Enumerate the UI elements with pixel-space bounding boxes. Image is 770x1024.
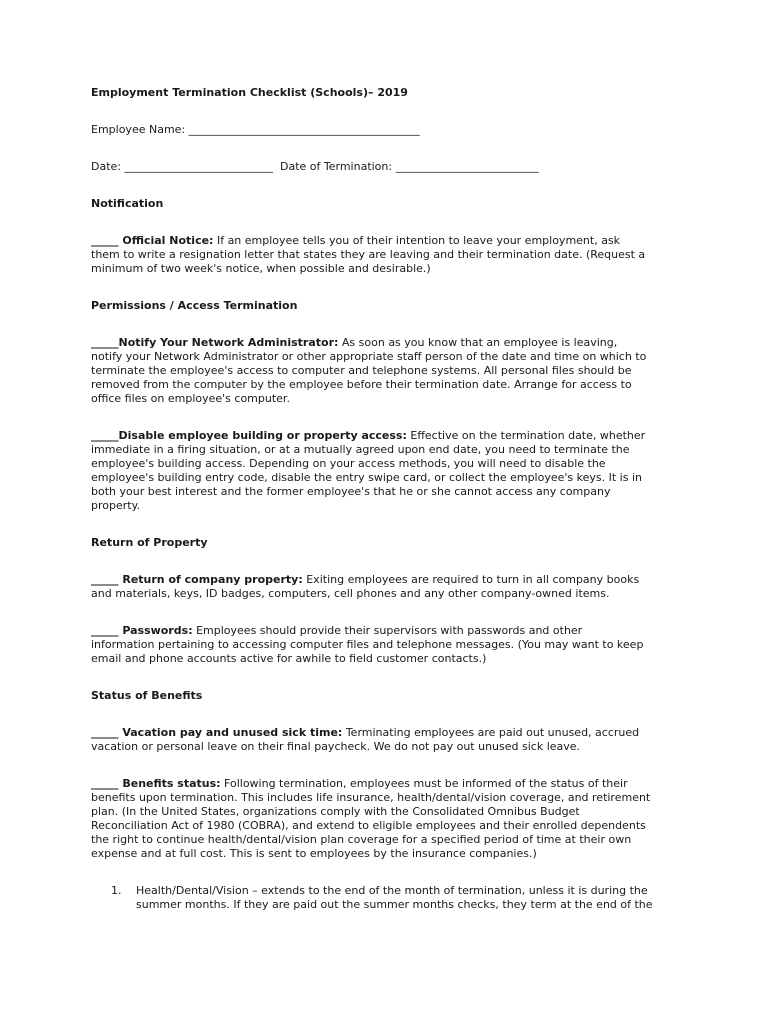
list-item (91, 884, 691, 912)
checklist-item-company-property (91, 573, 691, 601)
item-text-line: minimum of two week's notice, when possible and desirable.) (91, 262, 431, 275)
item-text-line: both your best interest and the former employee's that he or she cannot access any company (91, 485, 611, 498)
termination-date-blank: __________________________ (395, 160, 539, 173)
termination-date-label: Date of Termination: (280, 160, 393, 173)
item-text-line: plan. (In the United States, organizations comply with the Consolidated Omnibus Budget (91, 805, 580, 818)
item-label: Notify Your Network Administrator: (118, 336, 339, 349)
checkbox-blank: _____ (91, 777, 119, 790)
item-text: Employees should provide their supervisors with passwords and other (196, 624, 583, 637)
item-label: Official Notice: (122, 234, 214, 247)
checklist-item-passwords (91, 624, 691, 666)
item-text-line: them to write a resignation letter that states they are leaving and their termination date. (Request a (91, 248, 646, 261)
item-text-line: and materials, keys, ID badges, computers, cell phones and any other company-owned items. (91, 587, 610, 600)
checklist-item-vacation-pay (91, 726, 691, 754)
section-heading-notification: Notification (91, 197, 164, 210)
item-text-line: expense and at full cost. This is sent to employees by the insurance companies.) (91, 847, 537, 860)
date-label: Date: (91, 160, 121, 173)
list-number: 1. (111, 884, 122, 897)
item-text-line: office files on employee's computer. (91, 392, 290, 405)
document-title: Employment Termination Checklist (Schools)– 2019 (91, 86, 408, 99)
item-text-line: immediate in a firing situation, or at a mutually agreed upon end date, you need to terminate the (91, 443, 630, 456)
item-text-line: information pertaining to accessing computer files and telephone messages. (You may want to keep (91, 638, 644, 651)
checklist-item-building-access (91, 429, 691, 513)
section-heading-permissions: Permissions / Access Termination (91, 299, 298, 312)
item-label: Benefits status: (122, 777, 221, 790)
checklist-item-official-notice (91, 234, 691, 276)
item-text-line: the right to continue health/dental/vision plan coverage for a specified period of time at their own (91, 833, 632, 846)
item-text-line: property. (91, 499, 141, 512)
section-heading-benefits: Status of Benefits (91, 689, 203, 702)
item-text-line: terminate the employee's access to computer and telephone systems. All personal files should be (91, 364, 632, 377)
employee-name-label: Employee Name: (91, 123, 186, 136)
checkbox-blank: _____ (91, 234, 119, 247)
document-page (91, 86, 691, 912)
item-text-line: notify your Network Administrator or other appropriate staff person of the date and time on which to (91, 350, 647, 363)
item-label: Disable employee building or property access: (118, 429, 407, 442)
checklist-item-network-admin (91, 336, 691, 406)
checkbox-blank: _____ (91, 726, 119, 739)
employee-name-row (91, 123, 691, 137)
list-item-line: summer months. If they are paid out the summer months checks, they term at the end of the (136, 898, 653, 911)
date-row (91, 160, 691, 174)
item-text-line: employee's building entry code, disable the entry swipe card, or collect the employee's keys. It is in (91, 471, 642, 484)
item-text-line: benefits upon termination. This includes life insurance, health/dental/vision coverage, and retirement (91, 791, 651, 804)
date-blank: ___________________________ (124, 160, 273, 173)
checkbox-blank: _____ (91, 336, 119, 349)
checkbox-blank: _____ (91, 624, 119, 637)
checkbox-blank: _____ (91, 573, 119, 586)
item-label: Passwords: (122, 624, 193, 637)
section-heading-return-property: Return of Property (91, 536, 208, 549)
item-text: Following termination, employees must be informed of the status of their (224, 777, 628, 790)
item-text-line: removed from the computer by the employee before their termination date. Arrange for access to (91, 378, 632, 391)
item-text: As soon as you know that an employee is leaving, (341, 336, 618, 349)
item-text: If an employee tells you of their intention to leave your employment, ask (216, 234, 621, 247)
list-item-line: Health/Dental/Vision – extends to the end of the month of termination, unless it is during the (136, 884, 648, 897)
employee-name-blank: __________________________________________ (188, 123, 420, 136)
item-text: Exiting employees are required to turn in all company books (306, 573, 640, 586)
item-label: Vacation pay and unused sick time: (122, 726, 343, 739)
item-text: Terminating employees are paid out unused, accrued (345, 726, 640, 739)
checklist-item-benefits-status (91, 777, 691, 861)
item-text: Effective on the termination date, whether (410, 429, 646, 442)
item-text-line: vacation or personal leave on their final paycheck. We do not pay out unused sick leave. (91, 740, 581, 753)
item-text-line: Reconciliation Act of 1980 (COBRA), and extend to eligible employees and their enrolled dependents (91, 819, 646, 832)
checkbox-blank: _____ (91, 429, 119, 442)
item-label: Return of company property: (122, 573, 303, 586)
item-text-line: email and phone accounts active for awhile to field customer contacts.) (91, 652, 487, 665)
benefits-numbered-list (91, 884, 691, 912)
item-text-line: employee's building access. Depending on your access methods, you will need to disable the (91, 457, 606, 470)
